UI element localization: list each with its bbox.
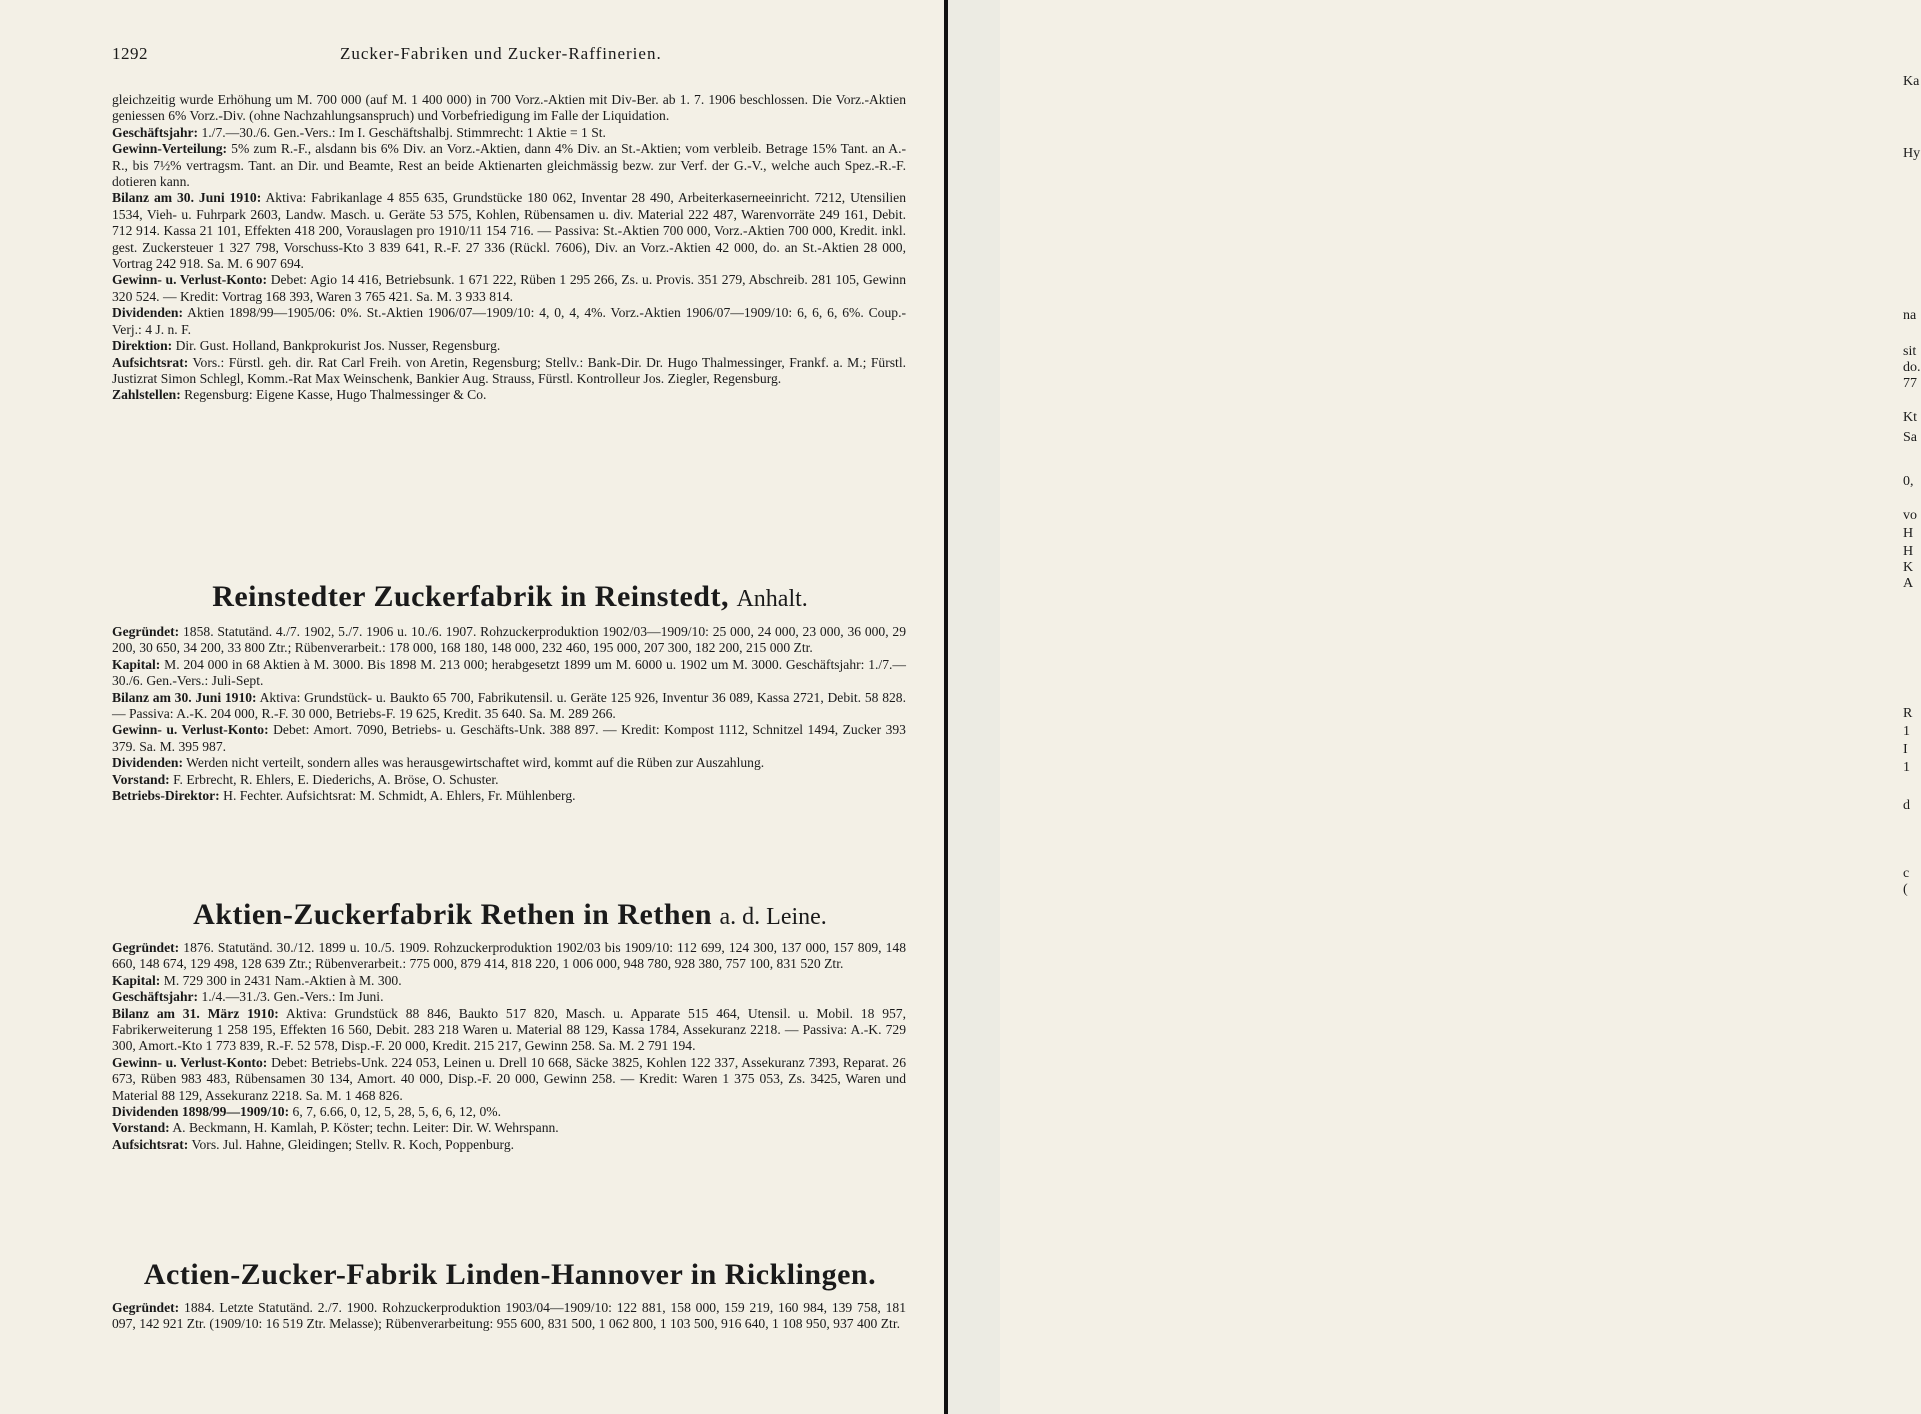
paragraph: Aufsichtsrat: Vors. Jul. Hahne, Gleidingen; Stellv. R. Koch, Poppenburg. (112, 1136, 515, 1152)
margin-fragment: Kt (1903, 410, 1917, 425)
paragraph: Geschäftsjahr: 1./4.—31./3. Gen.-Vers.: Im Juni. (112, 989, 384, 1005)
section-body (112, 1300, 906, 1333)
margin-fragment: Hy (1903, 146, 1921, 161)
margin-fragment: I (1903, 742, 1908, 757)
margin-fragment: H (1903, 544, 1914, 559)
margin-fragment: c (1903, 866, 1910, 881)
paragraph: Direktion: Dir. Gust. Holland, Bankprokurist Jos. Nusser, Regensburg. (112, 338, 501, 354)
section-heading: Reinstedter Zuckerfabrik in Reinstedt, Anhalt. (212, 580, 808, 613)
margin-fragment: K (1903, 560, 1914, 575)
margin-fragment: 1 (1903, 724, 1910, 739)
paragraph: Bilanz am 30. Juni 1910: Aktiva: Grundstück- u. Baukto 65 700, Fabrikutensil. u. Geräte 125 926, Inventur 36 089, Kassa 2721, Debit. 58 828. — Passiva: A.-K. 204 000, R.-F. 30 000, Betriebs-F. 19 625, Kredit. 35 640. Sa. M. 289 266. (112, 689, 906, 722)
paragraph: Dividenden 1898/99—1909/10: 6, 7, 6.66, 0, 12, 5, 28, 5, 6, 6, 12, 0%. (112, 1104, 501, 1120)
paragraph: Gewinn-Verteilung: 5% zum R.-F., alsdann bis 6% Div. an Vorz.-Aktien, dann 4% Div. an St.-Aktien; vom verbleib. Betrage 15% Tant. an A.-R., bis 7½% vertragsm. Tant. an Dir. und Beamte, Rest an beide Aktienarten gleichmässig bezw. zur Verf. der G.-V., welche auch Spez.-R.-F. dotieren kann. (112, 141, 906, 190)
paragraph: Geschäftsjahr: 1./7.—30./6. Gen.-Vers.: Im I. Geschäftshalbj. Stimmrecht: 1 Aktie = 1 St. (112, 124, 606, 140)
section-body (112, 940, 906, 1153)
paragraph: Betriebs-Direktor: H. Fechter. Aufsichtsrat: M. Schmidt, A. Ehlers, Fr. Mühlenberg. (112, 788, 576, 804)
margin-fragment: A (1903, 576, 1914, 591)
section-heading: Actien-Zucker-Fabrik Linden-Hannover in Ricklingen. (143, 1258, 877, 1291)
margin-fragment: vo (1903, 508, 1917, 523)
paragraph: Bilanz am 30. Juni 1910: Aktiva: Fabrikanlage 4 855 635, Grundstücke 180 062, Inventar 28 490, Arbeiterkaserneeinricht. 7212, Utensilien 1534, Vieh- u. Fuhrpark 2603, Landw. Masch. u. Geräte 53 575, Kohlen, Rübensamen u. div. Material 222 487, Warenvorräte 249 161, Debit. 712 914. Kassa 21 101, Effekten 418 200, Vorauslagen pro 1910/11 154 716. — Passiva: St.-Aktien 700 000, Vorz.-Aktien 700 000, Kredit. inkl. gest. Zuckersteuer 1 327 798, Vorschuss-Kto 3 839 641, R.-F. 27 336 (Rückl. 7606), Div. an Vorz.-Aktien 42 000, do. an St.-Aktien 28 000, Vortrag 242 918. Sa. M. 6 907 694. (112, 190, 906, 272)
paragraph: Gegründet: 1884. Letzte Statutänd. 2./7. 1900. Rohzuckerproduktion 1903/04—1909/10: 122 881, 158 000, 159 219, 160 984, 139 758, 181 097, 142 921 Ztr. (1909/10: 16 519 Ztr. Melasse); Rübenverarbeitung: 955 600, 831 500, 1 062 800, 1 103 500, 916 640, 1 108 950, 937 400 Ztr. (112, 1300, 906, 1332)
paragraph: Dividenden: Werden nicht verteilt, sondern alles was herausgewirtschaftet wird, kommt auf die Rüben zur Auszahlung. (112, 755, 765, 771)
paragraph: Aufsichtsrat: Vors.: Fürstl. geh. dir. Rat Carl Freih. von Aretin, Regensburg; Stellv.: Bank-Dir. Dr. Hugo Thalmessinger, Frankf. a. M.; Fürstl. Justizrat Simon Schlegl, Komm.-Rat Max Weinschenk, Bankier Aug. Strauss, Fürstl. Kontrolleur Jos. Ziegler, Regensburg. (112, 354, 906, 386)
paragraph: Zahlstellen: Regensburg: Eigene Kasse, Hugo Thalmessinger & Co. (112, 387, 487, 403)
margin-fragment: Sa (1903, 430, 1917, 445)
margin-fragment: sit (1903, 344, 1917, 359)
margin-fragment: 77 (1903, 376, 1917, 391)
margin-fragment: ( (1903, 882, 1908, 897)
margin-fragment: d (1903, 798, 1910, 813)
page-number: 1292 (112, 44, 148, 63)
paragraph: Bilanz am 31. März 1910: Aktiva: Grundstück 88 846, Baukto 517 820, Masch. u. Apparate 515 464, Utensil. u. Mobil. 18 957, Fabrikerweiterung 1 258 195, Effekten 16 560, Debit. 283 218 Waren u. Material 88 129, Kassa 1784, Assekuranz 2218. — Passiva: A.-K. 729 300, Amort.-Kto 1 773 839, R.-F. 52 578, Disp.-F. 20 000, Kredit. 215 217, Gewinn 258. Sa. M. 2 791 194. (112, 1005, 906, 1054)
margin-fragment: 0, (1903, 474, 1914, 489)
margin-fragment: 1 (1903, 760, 1910, 775)
paragraph: Vorstand: A. Beckmann, H. Kamlah, P. Köster; techn. Leiter: Dir. W. Wehrspann. (112, 1120, 559, 1136)
paragraph: Gegründet: 1858. Statutänd. 4./7. 1902, 5./7. 1906 u. 10./6. 1907. Rohzuckerproduktion 1902/03—1909/10: 25 000, 24 000, 23 000, 36 000, 29 200, 30 650, 34 200, 33 800 Ztr.; Rübenverarbeit.: 178 000, 168 180, 148 000, 232 460, 195 000, 207 300, 182 200, 215 000 Ztr. (112, 624, 906, 656)
section-body (112, 624, 906, 804)
paragraph: Gegründet: 1876. Statutänd. 30./12. 1899 u. 10./5. 1909. Rohzuckerproduktion 1902/03 bis 1909/10: 112 699, 124 300, 137 000, 157 809, 148 660, 148 674, 129 498, 128 639 Ztr.; Rübenverarbeit.: 775 000, 879 414, 818 220, 1 006 000, 948 780, 928 380, 757 100, 831 520 Ztr. (112, 940, 906, 972)
paragraph: Dividenden: Aktien 1898/99—1905/06: 0%. St.-Aktien 1906/07—1909/10: 4, 0, 4, 4%. Vorz.-Aktien 1906/07—1909/10: 6, 6, 6, 6%. Coup.-Verj.: 4 J. n. F. (112, 305, 907, 337)
paragraph: Gewinn- u. Verlust-Konto: Debet: Amort. 7090, Betriebs- u. Geschäfts-Unk. 388 897. — Kredit: Kompost 1112, Schnitzel 1494, Zucker 393 379. Sa. M. 395 987. (112, 722, 906, 754)
margin-fragment: H (1903, 526, 1914, 541)
facing-page-edge (948, 0, 1921, 1414)
paragraph: Kapital: M. 729 300 in 2431 Nam.-Aktien à M. 300. (112, 972, 402, 988)
margin-fragment: na (1903, 308, 1917, 323)
paragraph: Kapital: M. 204 000 in 68 Aktien à M. 3000. Bis 1898 M. 213 000; herabgesetzt 1899 um M. 6000 u. 1902 um M. 3000. Geschäftsjahr: 1./7.—30./6. Gen.-Vers.: Juli-Sept. (112, 656, 906, 689)
paragraph: Vorstand: F. Erbrecht, R. Ehlers, E. Diederichs, A. Bröse, O. Schuster. (112, 771, 499, 787)
paragraph: Gewinn- u. Verlust-Konto: Debet: Agio 14 416, Betriebsunk. 1 671 222, Rüben 1 295 266, Zs. u. Provis. 351 279, Abschreib. 281 105, Gewinn 320 524. — Kredit: Vortrag 168 393, Waren 3 765 421. Sa. M. 3 933 814. (112, 272, 906, 304)
running-title: Zucker-Fabriken und Zucker-Raffinerien. (340, 44, 662, 63)
margin-fragment: Ka (1903, 74, 1920, 89)
paragraph: Gewinn- u. Verlust-Konto: Debet: Betriebs-Unk. 224 053, Leinen u. Drell 10 668, Säcke 3825, Kohlen 122 337, Assekuranz 7393, Reparat. 26 673, Rüben 983 483, Rübensamen 30 134, Amort. 40 000, Disp.-F. 20 000, Gewinn 258. — Kredit: Waren 1 375 053, Zs. 3425, Waren und Material 88 129, Assekuranz 2218. Sa. M. 1 468 826. (112, 1054, 907, 1103)
margin-fragment: R (1903, 706, 1913, 721)
paragraph: gleichzeitig wurde Erhöhung um M. 700 000 (auf M. 1 400 000) in 700 Vorz.-Aktien mit Div-Ber. ab 1. 7. 1906 beschlossen. Die Vorz.-Aktien geniessen 6% Vorz.-Div. (ohne Nachzahlungsanspruch) und Vorbefriedigung im Falle der Liquidation. (112, 92, 906, 124)
section-heading: Aktien-Zuckerfabrik Rethen in Rethen a. d. Leine. (193, 898, 827, 931)
section-continuation (112, 92, 906, 404)
margin-fragment: do. (1903, 360, 1921, 375)
